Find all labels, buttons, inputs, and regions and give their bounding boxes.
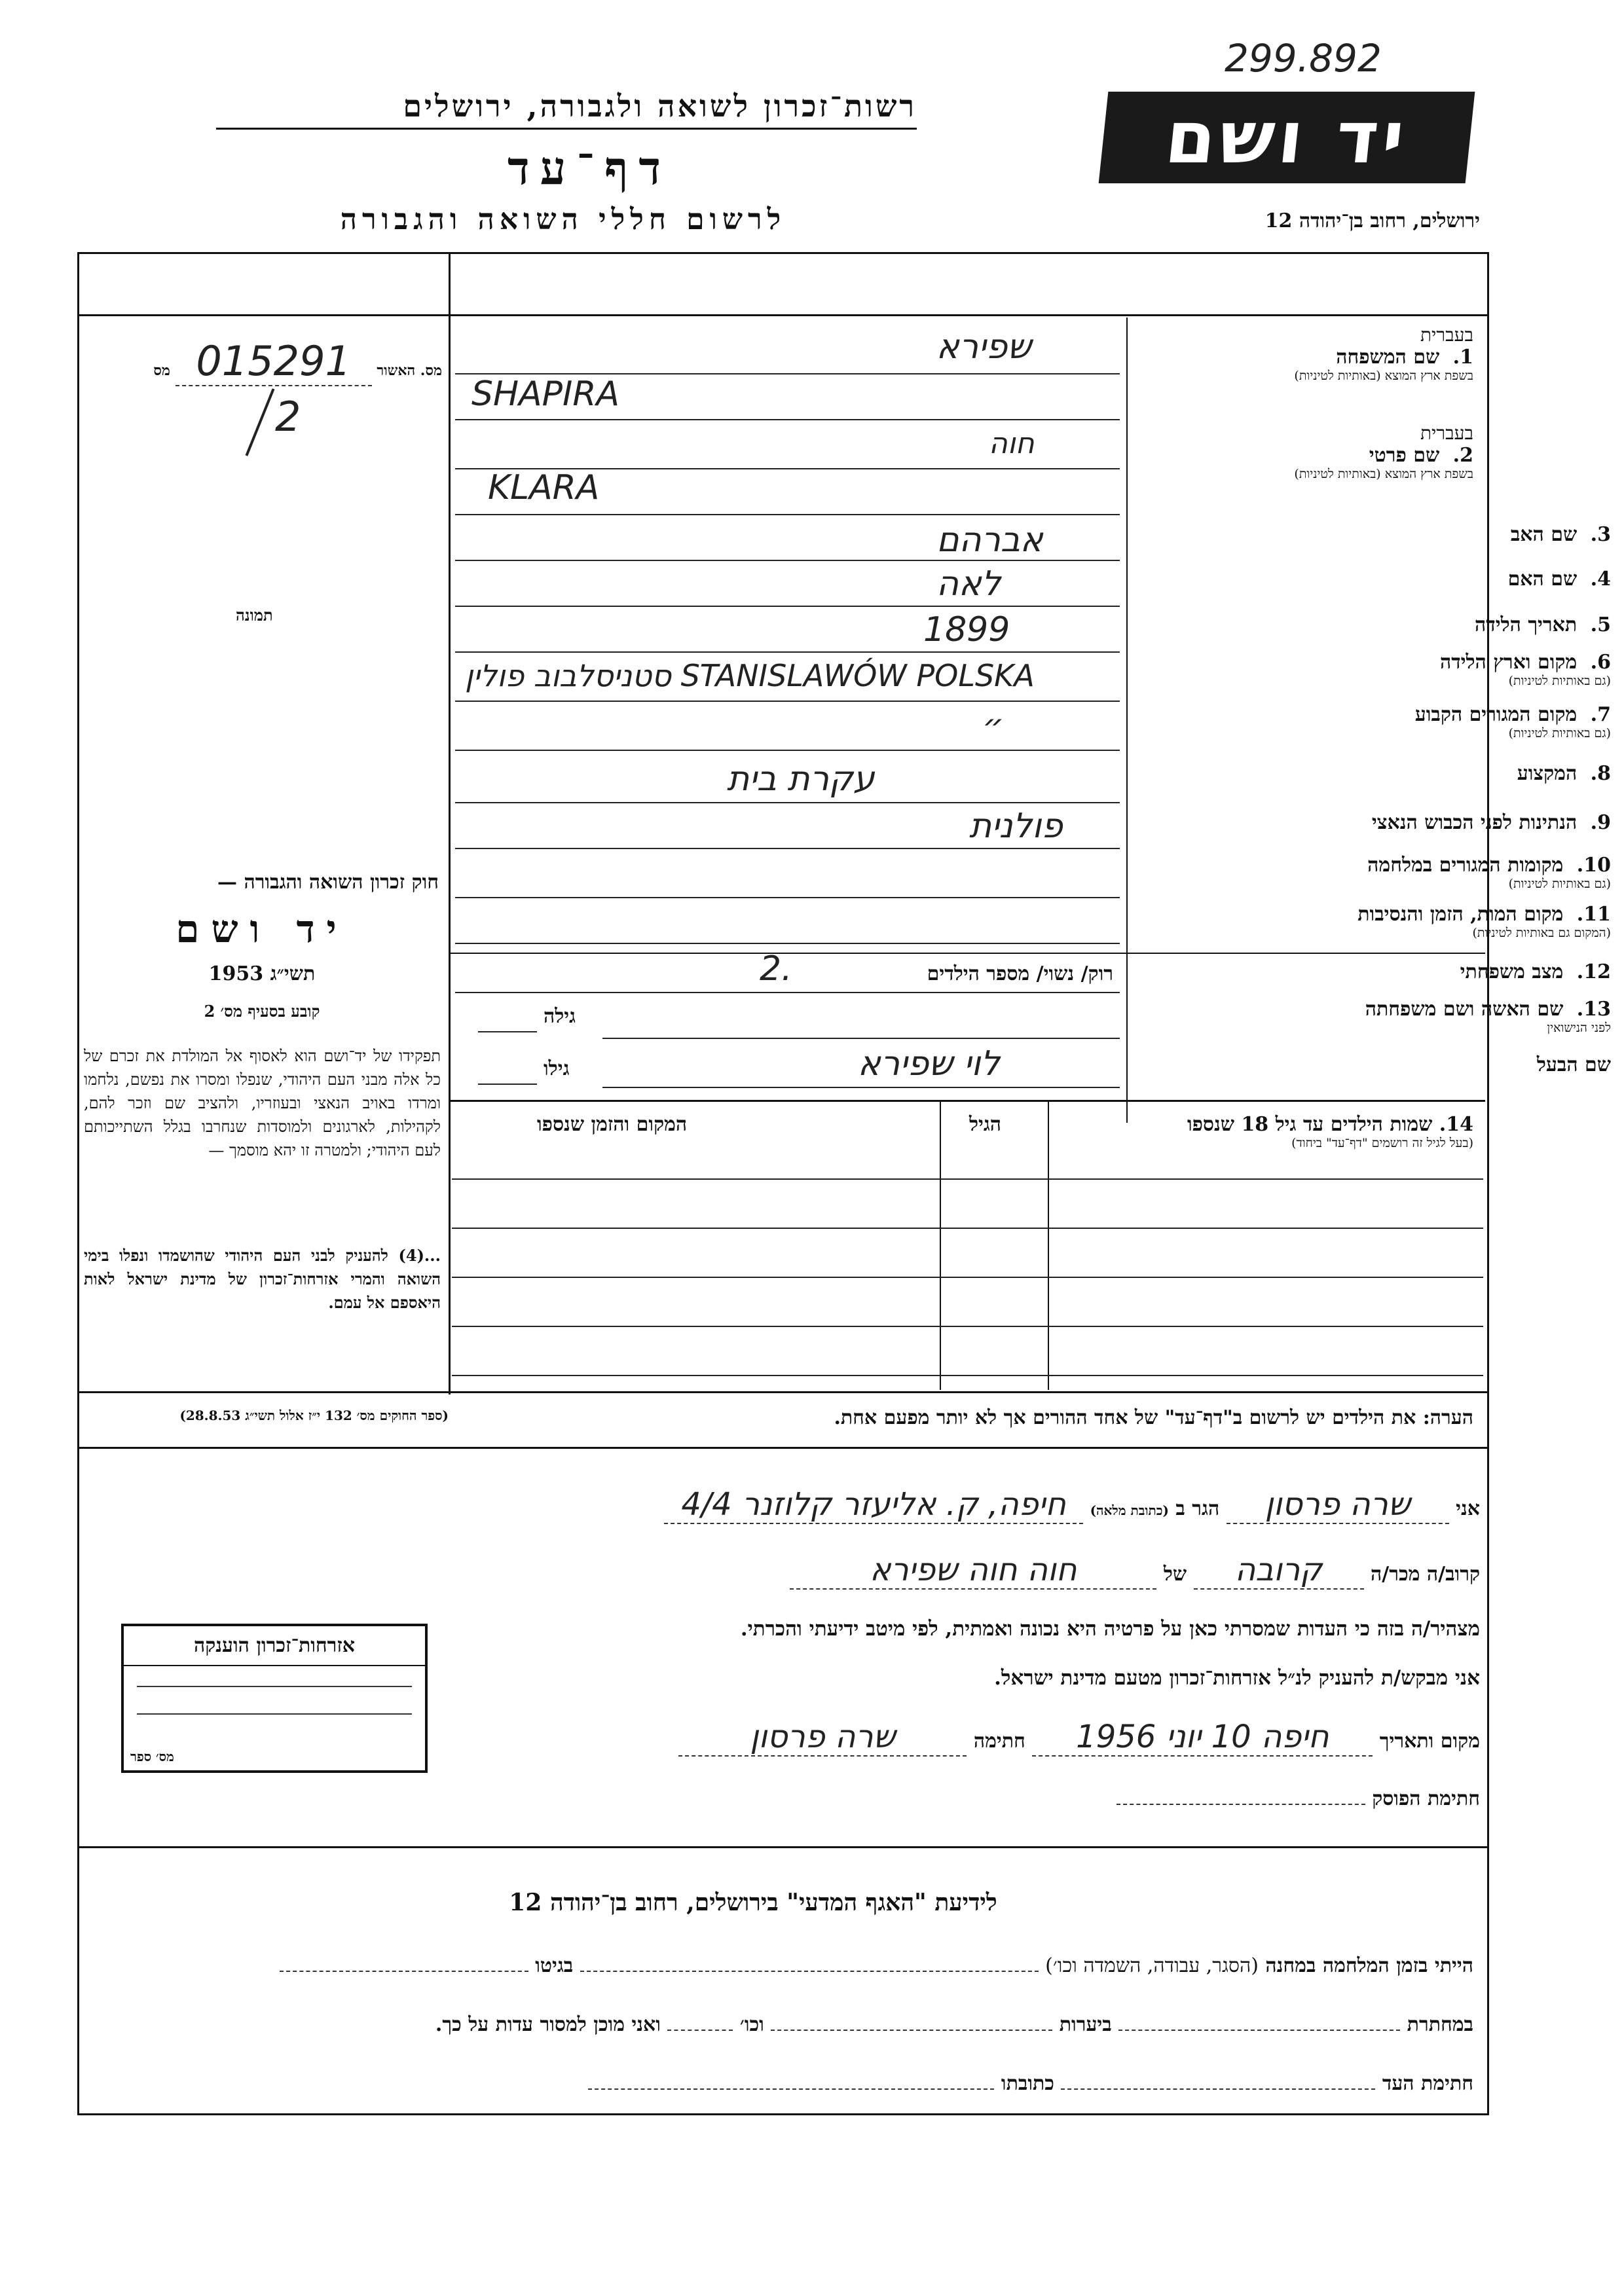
field-12-title: מצב משפחתי [1460,960,1564,983]
law-paragraph-2: ...(4) להעניק לבני העם היהודי שהושמדו ונפלו בימי השואה והמרי אזרחות־זכרון של מדינת ישראל לאות היאספם אל עמם. [84,1246,441,1312]
approval-value: 015291 [175,337,372,386]
field-13-line [602,1038,1120,1039]
field-11-label [1270,903,1611,940]
children-num: 14. [1439,1113,1473,1136]
children-sub: (בעל לגיל זה רושמים "דף־עד" ביחוד) [1291,1136,1473,1150]
field-1-label [1159,324,1473,383]
field-2-lang: בעברית [1420,422,1473,444]
field-11-title: מקום המות, הזמן והנסיבות [1357,903,1564,926]
field-5-title: תאריך הלידה [1475,613,1578,636]
field-1-lang: בעברית [1420,324,1473,346]
witness-i-label: אני [1456,1497,1480,1520]
law-year: תשי״ג 1953 [208,962,316,985]
citizenship-stamp-box [121,1624,428,1773]
witness-name: שרה פרסון [1227,1486,1449,1524]
note-top-rule [77,1391,1487,1393]
law-section: קובע בסעיף מס׳ 2 [204,1002,320,1021]
field-3-line [455,560,1120,561]
children-row-2 [452,1228,1483,1229]
field-4-title: שם האם [1507,568,1578,591]
note-bottom-rule [77,1447,1487,1449]
approval-label: מס. האשור [377,362,442,379]
footer-line-2 [92,2013,1473,2036]
children-top-rule [451,1100,1485,1102]
field-13-num: 13. [1576,998,1611,1021]
field-1-num: 1. [1452,346,1473,369]
footer-line-1 [92,1954,1473,1977]
husband-age-label: גילו [544,1057,570,1080]
field-5-line [455,651,1120,653]
field-1-lat-line [455,419,1120,420]
children-col-age: הגיל [969,1113,1002,1136]
field-2-num: 2. [1452,444,1473,467]
witness-sign-line [1061,2088,1375,2090]
field-2-lat-line [455,514,1120,515]
place-date-label: מקום ותאריך [1379,1730,1480,1753]
field-11-sub: (המקום גם באותיות לטיניות) [1472,926,1611,940]
field-10-line [455,897,1120,898]
field-9-label [1270,812,1611,834]
witness-address-label: הגר ב [1175,1497,1220,1520]
footer-top-rule [77,1846,1487,1848]
field-8-line [455,802,1120,803]
witness-relation-label: קרוב/ה מכר/ה [1371,1563,1480,1586]
logo-text: יד ושם [1161,96,1412,179]
field-6-sub: (גם באותיות לטיניות) [1508,674,1611,688]
signature-value: שרה פרסון [678,1719,967,1757]
witness-address-footer-line [588,2088,994,2090]
field-2-sub: בשפת ארץ המוצא (באותיות לטיניות) [1294,467,1473,481]
place-date-value: חיפה 10 יוני 1956 [1032,1719,1373,1757]
official-signature-line [1116,1777,1365,1805]
witness-line-1 [458,1486,1480,1524]
field-8-label [1270,763,1611,785]
witness-of-label: של [1163,1563,1187,1586]
underground-label: במחתרת [1407,2013,1473,2036]
field-12-line [455,992,1120,993]
camp-label: הייתי בזמן המלחמה במחנה [1265,1954,1473,1977]
photo-label: תמונה [236,606,273,625]
field-11-line [455,943,1120,944]
witness-declaration-2: אני מבקש/ת להעניק לנ״ל אזרחות־זכרון מטעם מדינת ישראל. [994,1666,1480,1690]
field-1-sub: בשפת ארץ המוצא (באותיות לטיניות) [1294,369,1473,383]
husband-line [602,1087,1120,1088]
field-1-title: שם המשפחה [1336,346,1440,369]
field-2-lat-value: KLARA [488,468,600,507]
field-6-value: סטניסלבוב פולין STANISLAWÓW POLSKA [465,658,1035,693]
header-band-divider [77,314,1487,316]
field-5-num: 5. [1590,613,1611,636]
field-7-sub: (גם באותיות לטיניות) [1508,726,1611,740]
field-13-title: שם האשה ושם משפחתה [1365,998,1564,1021]
field-7-label [1270,704,1611,740]
law-footnote: (ספר החוקים מס׳ 132 י״ז אלול תשי״ג 28.8.53) [179,1408,449,1423]
field-1-he-value: שפירא [936,327,1032,367]
husband-title: שם הבעל [1536,1053,1611,1076]
forests-label: ביערות [1059,2013,1112,2036]
field-9-value: פולנית [969,807,1063,846]
witness-address-value: חיפה, ק. אליעזר קלוזנר 4/4 [664,1486,1083,1524]
stamp-line-1 [137,1686,412,1687]
children-title: שמות הילדים עד גיל 18 שנספו [1187,1113,1433,1136]
children-col-line-2 [1048,1102,1049,1390]
form-title: דף־עד [507,141,671,195]
field-7-line [455,750,1120,751]
field-7-title: מקום המגורים הקבוע [1414,703,1578,726]
children-row-4 [452,1326,1483,1327]
field-8-title: המקצוע [1517,762,1578,785]
signature-label: חתימה [973,1730,1025,1753]
footer-title: לידיעת "האגף המדעי" בירושלים, רחוב בן־יהודה 12 [509,1889,997,1916]
field-8-value: עקרת בית [727,759,875,799]
camp-hint: (הסגר, עבודה, השמדה וכו׳) [1045,1954,1259,1977]
field-2-label [1159,422,1473,481]
law-paragraph-1: תפקידו של יד־ושם הוא לאסוף אל המולדת את זכרם של כל אלה מבני העם היהודי, שנפלו ומסרו את נפשם, נלחמו ומרדו באויב הנאצי ובעוזריו, ולהציב שם וזכר להם, לקהילות, לארגונים ולמוסדות שנחרבו בגלל השתייכותם לעם היהודי; ולמטרה זו יהא מוסמך — [84,1047,441,1159]
yad-vashem-logo [1099,92,1475,183]
field-5-label [1270,614,1611,636]
field-9-num: 9. [1590,811,1611,834]
footer-line-3 [92,2072,1473,2095]
field-6-label [1270,651,1611,688]
field-7-num: 7. [1590,703,1611,726]
form-subtitle: לרשום חללי השואה והגבורה [340,203,786,236]
field-4-value: לאה [936,564,1001,604]
children-note: הערה: את הילדים יש לרשום ב"דף־עד" של אחד ההורים אך לא יותר מפעם אחת. [834,1406,1473,1429]
field-11-num: 11. [1576,903,1611,926]
field-4-line [455,606,1120,607]
witness-declaration-1: מצהיר/ה בזה כי העדות שמסרתי כאן על פרטיה היא נכונה ואמתית, לפי מיטב ידיעתי והכרתי. [740,1617,1480,1641]
underground-line [1118,2030,1400,2031]
husband-age-line [478,1084,537,1085]
witness-address-hint: (כתובת מלאה) [1090,1503,1169,1518]
field-6-line [455,701,1120,702]
row12-top-rule [451,953,1485,954]
field-2-he-value: חוה [989,427,1035,460]
husband-value: לוי שפירא [858,1044,1000,1084]
field-9-line [455,848,1120,849]
field-12-label [1270,961,1611,983]
field-4-label [1270,568,1611,591]
children-header [1054,1113,1473,1150]
field-6-num: 6. [1590,651,1611,674]
page-fraction: 2 [275,393,301,441]
field-9-title: הנתינות לפני הכבוש הנאצי [1371,811,1578,834]
field-12-prefix: רוק/ נשוי/ מספר הילדים [927,962,1113,985]
field-3-label [1270,524,1611,546]
field-10-label [1270,854,1611,891]
stamp-title: אזרחות־זכרון הוענקה [124,1626,425,1666]
forests-line [771,2030,1052,2031]
official-signature [458,1777,1480,1810]
children-row-1 [452,1178,1483,1180]
witness-relation-value: קרובה [1194,1552,1364,1590]
field-5-value: 1899 [923,610,1010,649]
testimony-offer: ואני מוכן למסור עדות על כך. [435,2013,661,2036]
sidebar-divider [449,252,451,1394]
stamp-number-label: מס׳ ספר [130,1749,174,1764]
field-10-num: 10. [1576,854,1611,877]
camp-line [580,1971,1039,1972]
field-1-lat-value: SHAPIRA [471,374,620,414]
document-number: 299.892 [1225,36,1382,81]
field-3-num: 3. [1590,523,1611,546]
official-signature-label: חתימת הפוסק [1372,1787,1480,1810]
witness-of-value: חוה חוה שפירא [790,1552,1156,1590]
witness-sign-label: חתימת העד [1382,2072,1473,2095]
approval-prefix: מס [153,362,170,379]
law-yadvashem: יד ושם [175,907,348,951]
logo-address: ירושלים, רחוב בן־יהודה 12 [1264,210,1480,232]
stamp-line-2 [137,1713,412,1715]
ghetto-label: בגיטו [535,1954,574,1977]
field-13-sub: לפני הנישואין [1547,1021,1611,1035]
etc-line [667,2030,733,2031]
children-row-5 [452,1375,1483,1376]
law-title: חוק זכרון השואה והגבורה — [217,871,439,894]
witness-address-footer-label: כתובתו [1001,2072,1054,2095]
children-col-line-1 [940,1102,941,1390]
witness-line-2 [458,1552,1480,1590]
authority-name: רשות־זכרון לשואה ולגבורה, ירושלים [216,88,917,130]
field-12-value: 2. [760,949,792,989]
field-6-title: מקום וארץ הלידה [1439,651,1578,674]
ghetto-line [280,1971,528,1972]
field-8-num: 8. [1590,762,1611,785]
field-10-title: מקומות המגורים במלחמה [1367,854,1564,877]
field-7-value: ״ [982,707,1005,746]
field-13-label [1270,998,1611,1035]
wife-age-line [478,1031,537,1032]
field-3-title: שם האב [1510,523,1578,546]
witness-line-sign [458,1719,1480,1757]
field-4-num: 4. [1590,568,1611,591]
children-col-place: המקום והזמן שנספו [537,1113,688,1136]
field-2-title: שם פרטי [1369,444,1440,467]
field-12-num: 12. [1576,960,1611,983]
field-10-sub: (גם באותיות לטיניות) [1508,877,1611,891]
approval-number-label [88,337,442,386]
field-3-value: אברהם [936,520,1043,560]
husband-label [1270,1054,1611,1076]
label-column-divider [1126,318,1128,1123]
wife-age-label: גילה [544,1005,576,1028]
children-row-3 [452,1277,1483,1278]
etc-label: וכו׳ [739,2013,764,2036]
